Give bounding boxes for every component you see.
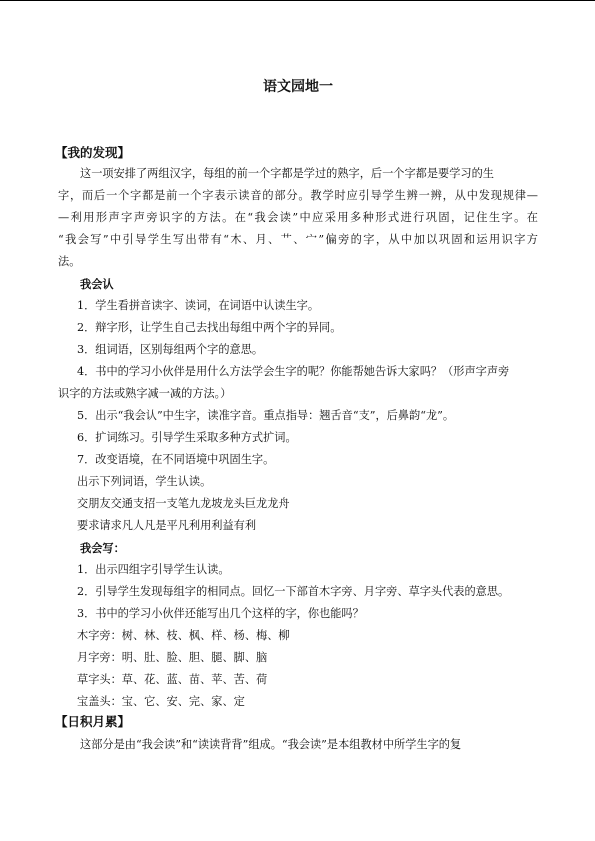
page-title: 语文园地一 [263, 79, 333, 95]
list-item: 5．出示“我会认”中生字，读准字音。重点指导：翘舌音“支”，后鼻韵“龙”。 [77, 409, 455, 422]
list-item: 1．出示四组字引导学生认读。 [77, 563, 230, 576]
word-list: 要求请求凡人凡是平凡利用利益有利 [77, 519, 257, 532]
paragraph-line: 这部分是由“我会读”和“读读背背”组成。“我会读”是本组教材中所学生字的复 [80, 738, 462, 751]
list-item: 4．书中的学习小伙伴是用什么方法学会生字的呢？你能帮她告诉大家吗？（形声字声旁 [77, 365, 510, 378]
radical-group: 木字旁：树、林、枝、枫、样、杨、梅、柳 [77, 629, 290, 642]
word-list: 交朋友交通支招一支笔九龙坡龙头巨龙龙舟 [77, 497, 290, 510]
paragraph-line: —利用形声字声旁识字的方法。在“我会读”中应采用多种形式进行巩固，记住生字。在 [58, 211, 538, 224]
section-heading-discovery: 【我的发现】 [55, 145, 131, 160]
paragraph-line: 这一项安排了两组汉字，每组的前一个字都是学过的熟字，后一个字都是要学习的生 [80, 167, 494, 180]
paragraph-line: 法。 [58, 255, 81, 268]
radical-group: 宝盖头：宝、它、安、完、家、定 [77, 695, 245, 708]
list-item-continued: 识字的方法或熟字减一减的方法。） [58, 387, 232, 400]
paragraph-line: 字，而后一个字都是前一个字表示读音的部分。教学时应引导学生辨一辨，从中发现规律— [58, 189, 538, 202]
list-item: 出示下列词语，学生认读。 [77, 475, 212, 488]
list-item: 1．学生看拼音读字、读词，在词语中认读生字。 [77, 299, 320, 312]
list-item: 7．改变语境，在不同语境中巩固生字。 [77, 453, 275, 466]
radical-group: 月字旁：明、肚、脸、胆、腿、脚、脑 [77, 651, 268, 664]
paragraph-line: “我会写”中引导学生写出带有“木、月、艹、宀”偏旁的字，从中加以巩固和运用识字方 [58, 233, 538, 246]
list-item: 3．组词语，区别每组两个字的意思。 [77, 343, 264, 356]
list-item: 6．扩词练习。引导学生采取多种方式扩词。 [77, 431, 297, 444]
list-item: 2．引导学生发现每组字的相同点。回忆一下部首木字旁、月字旁、草字头代表的意思。 [77, 585, 510, 598]
list-item: 3．书中的学习小伙伴还能写出几个这样的字，你也能吗？ [77, 607, 364, 620]
subheading-write: 我会写： [80, 541, 125, 555]
radical-group: 草字头：草、花、蓝、苗、苹、苦、荷 [77, 673, 268, 686]
top-rule [0, 0, 595, 1]
section-heading-accumulation: 【日积月累】 [55, 714, 131, 729]
subheading-recognize: 我会认 [80, 277, 114, 291]
list-item: 2．辩字形，让学生自己去找出每组中两个字的异同。 [77, 321, 342, 334]
